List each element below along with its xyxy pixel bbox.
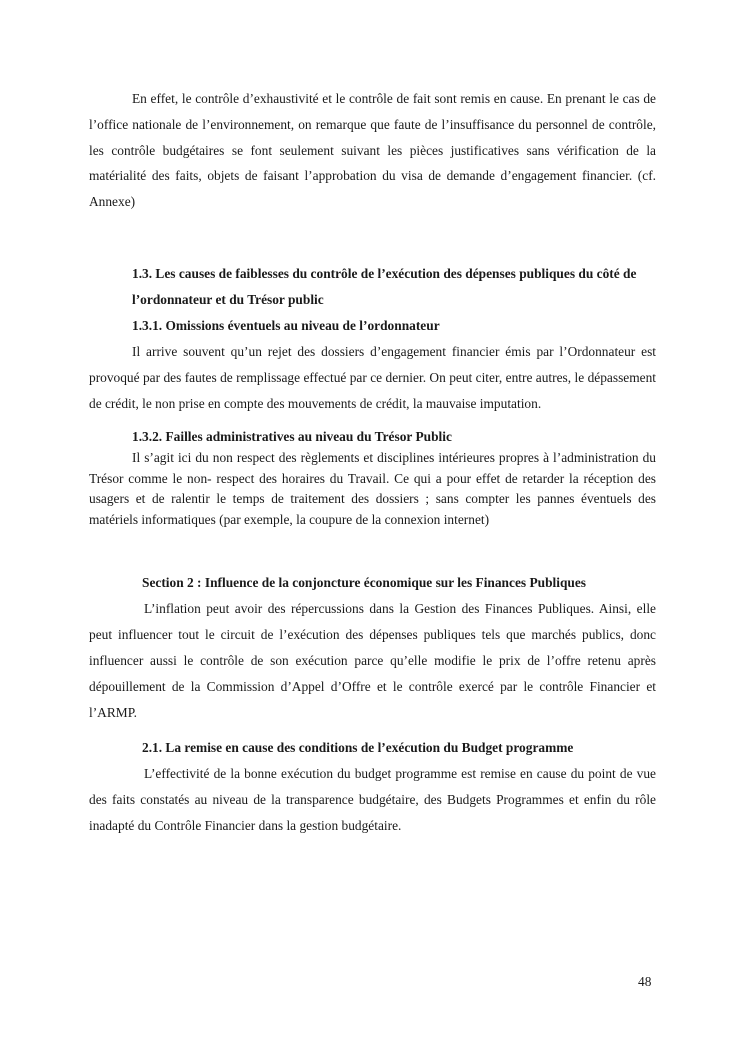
paragraph-exhaustivite: En effet, le contrôle d’exhaustivité et le contrôle de fait sont remis en cause. En prenant le cas de l’office nationale de l’environnement, on remarque que faute de l’insuffisance du personnel de contrôle, les contrôle budgétaires se font seulement suivant les pièces justificatives sans vérification de la matérialité des faits, objets de faisant l’approbation du visa de demande d’engagement financier. (cf. Annexe) [89,91,656,210]
heading-1-3: 1.3. Les causes de faiblesses du contrôle de l’exécution des dépenses publiques du côté de l’ordonnateur et du Trésor public [132,265,637,307]
paragraph-ordonnateur: Il arrive souvent qu’un rejet des dossiers d’engagement financier émis par l’Ordonnateur est provoqué par des fautes de remplissage effectué par ce dernier. On peut citer, entre autres, le dépassement de crédit, le non prise en compte des mouvements de crédit, la mauvaise imputation. [89,343,656,411]
heading-section-2: Section 2 : Influence de la conjoncture économique sur les Finances Publiques [142,575,587,591]
paragraph-budget-programme: L’effectivité de la bonne exécution du budget programme est remise en cause du point de vue des faits constatés au niveau de la transparence budgétaire, des Budgets Programmes et enfin du rôle inadapté du Contrôle Financier dans la gestion budgétaire. [89,766,656,833]
heading-2-1: 2.1. La remise en cause des conditions de l’exécution du Budget programme [142,740,574,756]
heading-1-3-2: 1.3.2. Failles administratives au niveau du Trésor Public [132,429,452,445]
paragraph-tresor: Il s’agit ici du non respect des règlements et disciplines intérieures propres à l’administration du Trésor comme le non- respect des horaires du Travail. Ce qui a pour effet de retarder la réception des usagers et de ralentir le temps de traitement des dossiers ; sans compter les pannes éventuels des matériels informatiques (par exemple, la coupure de la connexion internet) [89,450,656,527]
paragraph-inflation: L’inflation peut avoir des répercussions dans la Gestion des Finances Publiques. Ainsi, elle peut influencer tout le circuit de l’exécution des dépenses publiques tels que marchés publics, donc influencer aussi le contrôle de son exécution parce qu’elle modifie le prix de l’offre retenu après dépouillement de la Commission d’Appel d’Offre et le contrôle exercé par le contrôle Financier et l’ARMP. [89,601,656,720]
document-page [89,86,656,839]
page-number: 48 [638,974,652,989]
heading-1-3-1: 1.3.1. Omissions éventuels au niveau de l’ordonnateur [132,317,440,333]
